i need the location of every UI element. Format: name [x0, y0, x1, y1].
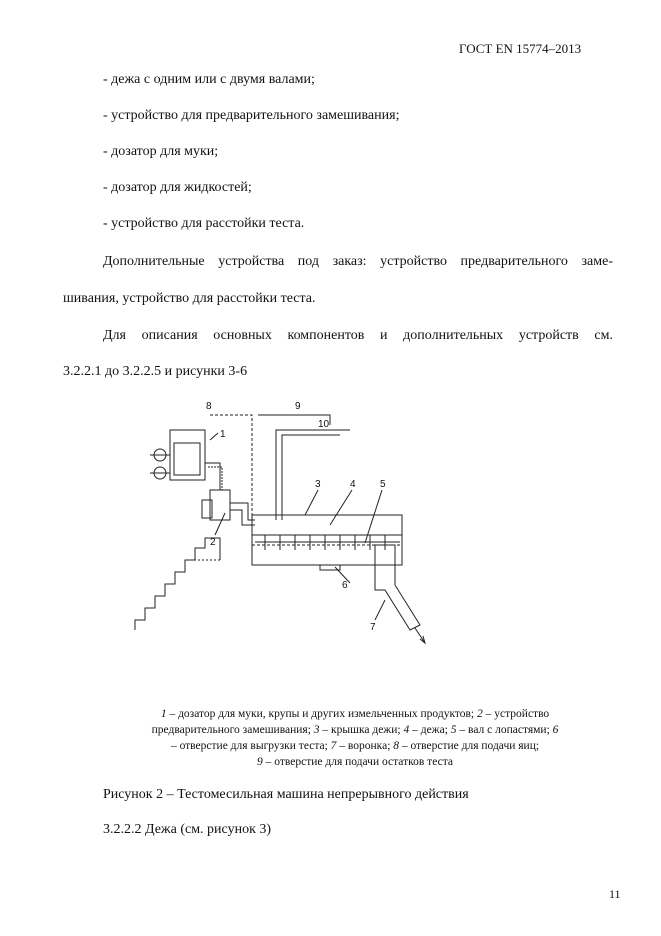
kneading-trough	[252, 535, 402, 565]
fig-label-8: 8	[206, 401, 212, 412]
fig-label-9: 9	[295, 401, 301, 412]
fig-label-3: 3	[315, 479, 321, 490]
section-heading: 3.2.2.2 Дежа (см. рисунок 3)	[103, 822, 272, 837]
paragraph-line: Дополнительные устройства под заказ: устройство предварительного заме-	[103, 254, 613, 269]
list-item: - дозатор для жидкостей;	[103, 180, 252, 195]
list-item: - устройство для предварительного замешивания;	[103, 108, 400, 123]
paragraph-line: Для описания основных компонентов и дополнительных устройств см.	[103, 328, 613, 343]
fig-label-7: 7	[370, 622, 376, 633]
premixer	[210, 490, 230, 520]
residual-inlet-pipe	[276, 430, 340, 520]
list-item: - дежа с одним или с двумя валами;	[103, 72, 315, 87]
fig-label-2: 2	[210, 537, 216, 548]
figure-legend: 1 – дозатор для муки, крупы и других измельченных продуктов; 2 – устройство предварительного замешивания; 3 – крышка дежи; 4 – дежа; 5 – вал с лопастями; 6 – отверстие для выгрузки теста; 7 – воронка; 8 – отверстие для подачи яиц; 9 – отверстие для подачи остатков теста	[151, 708, 559, 768]
page-number: 11	[609, 887, 621, 901]
paragraph-line: шивания, устройство для расстойки теста.	[63, 291, 316, 306]
fig-label-6: 6	[342, 580, 348, 591]
trough-lid	[252, 515, 402, 535]
fig-label-10: 10	[318, 419, 330, 430]
fig-label-1: 1	[220, 429, 226, 440]
funnel	[375, 545, 420, 630]
list-item: - дозатор для муки;	[103, 144, 219, 159]
fig-label-4: 4	[350, 479, 356, 490]
mixer-diagram	[130, 395, 450, 655]
fig-label-5: 5	[380, 479, 386, 490]
standard-header: ГОСТ EN 15774–2013	[459, 41, 582, 56]
figure-caption: Рисунок 2 – Тестомесильная машина непрерывного действия	[103, 787, 469, 802]
egg-inlet-pipe	[210, 415, 252, 520]
stairs	[135, 538, 220, 630]
list-item: - устройство для расстойки теста.	[103, 216, 305, 231]
paragraph-line: 3.2.2.1 до 3.2.2.5 и рисунки 3-6	[63, 364, 248, 379]
